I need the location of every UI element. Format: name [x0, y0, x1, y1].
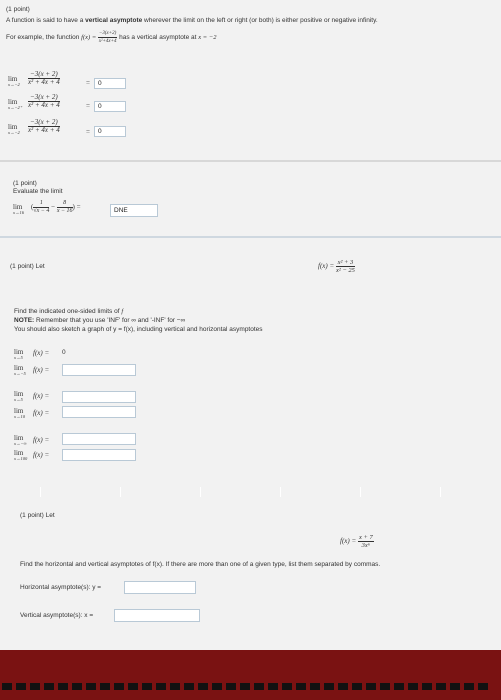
frac-num: −3(x + 2)	[28, 94, 60, 102]
p3-limit-6-answer-input[interactable]	[62, 449, 136, 461]
lim-word: lim	[14, 390, 24, 398]
footer-dash	[324, 683, 334, 690]
func-lhs: f(x) =	[340, 537, 357, 546]
problem-1-intro	[6, 17, 378, 24]
vertical-label: Vertical asymptote(s): x =	[20, 612, 94, 619]
problem-3-sketch: You should also sketch a graph of y = f(x), including vertical and horizontal asymptotes	[14, 326, 263, 333]
lim-word: lim	[8, 98, 18, 106]
footer-dash	[212, 683, 222, 690]
find-f: f	[121, 308, 124, 315]
p3-limit-4	[14, 408, 25, 419]
p3-limit-3-answer-input[interactable]	[62, 391, 136, 403]
tick	[280, 487, 281, 497]
problem-2-prompt: Evaluate the limit	[13, 188, 63, 195]
lim-sub: x→−5	[14, 371, 26, 376]
note-label: NOTE:	[14, 317, 35, 324]
footer-dash	[86, 683, 96, 690]
lim-word: lim	[14, 449, 24, 457]
tick	[40, 487, 41, 497]
footer-dash	[184, 683, 194, 690]
lim-word: lim	[14, 434, 24, 442]
footer-dash	[408, 683, 418, 690]
problem-4-function	[340, 534, 374, 549]
problem-3-points: (1 point) Let	[10, 263, 45, 270]
problem-3-find	[14, 308, 123, 315]
lim-sub: x→−2	[8, 130, 20, 135]
footer-dash	[44, 683, 54, 690]
lim-word: lim	[14, 407, 24, 415]
lim-sub: x→100	[14, 456, 28, 461]
func-lhs: f(x) =	[318, 262, 335, 271]
limit-2-answer-input[interactable]: 0	[94, 101, 126, 112]
footer-dash	[128, 683, 138, 690]
problem-1	[0, 0, 501, 158]
minus: −	[51, 203, 56, 212]
frac-den: 3x⁶	[361, 542, 371, 549]
frac-num: 8	[57, 200, 73, 208]
limit	[13, 204, 24, 215]
limit-1	[8, 76, 20, 87]
limit-1-answer-input[interactable]: 0	[94, 78, 126, 89]
frac-den: x² + 4x + 4	[28, 101, 60, 109]
limit-expression: ( $\frac{1}{√x - 4}$ − $\frac{8}{x - 16}$ ) =	[31, 200, 81, 214]
find-text: Find the indicated one-sided limits of	[14, 308, 120, 315]
example-text-2: has a vertical asymptote at	[119, 34, 197, 42]
separator	[0, 236, 501, 238]
example-fraction	[98, 30, 117, 45]
p3-limit-6	[14, 450, 27, 461]
lim-sub: x→−2	[8, 82, 20, 87]
footer-dash	[282, 683, 292, 690]
p3-expr-1: f(x) =	[33, 349, 50, 357]
footer-dash	[170, 683, 180, 690]
limit-2-fraction	[28, 94, 60, 109]
footer-dash	[296, 683, 306, 690]
frac-num: −3(x + 2)	[28, 119, 60, 127]
p3-expr-5: f(x) =	[33, 436, 50, 444]
frac-den: x² + 4x + 4	[28, 126, 60, 134]
example-func: f(x) =	[81, 34, 97, 42]
p3-expr-2: f(x) =	[33, 366, 50, 374]
footer-dash	[100, 683, 110, 690]
p3-limit-5	[14, 435, 27, 446]
footer-dash	[464, 683, 474, 690]
footer-dash	[2, 683, 12, 690]
lim-word: lim	[13, 203, 23, 211]
footer-dash	[156, 683, 166, 690]
lim-sub: x→−∞	[14, 441, 27, 446]
example-eq: x = −2	[198, 34, 217, 42]
footer-dash	[16, 683, 26, 690]
lim-word: lim	[8, 75, 18, 83]
example-text: For example, the function	[6, 34, 80, 42]
p3-limit-5-answer-input[interactable]	[62, 433, 136, 445]
frac-num: 1	[33, 200, 49, 208]
lim-word: lim	[14, 348, 24, 356]
example-num: −3(x+2)	[99, 31, 117, 36]
p3-limit-1	[14, 349, 23, 360]
equals: =	[86, 128, 90, 136]
limit-3-answer-input[interactable]: 0	[94, 126, 126, 137]
footer-dash	[72, 683, 82, 690]
horizontal-asymptote-input[interactable]	[124, 581, 196, 594]
frac-num: −3(x + 2)	[28, 71, 60, 79]
p3-limit-2-answer-input[interactable]	[62, 364, 136, 376]
problem-3-function	[318, 259, 355, 274]
footer-dash	[450, 683, 460, 690]
footer-dash	[198, 683, 208, 690]
footer-dash	[366, 683, 376, 690]
frac-num: x² + 3	[337, 259, 354, 266]
lim-sub: x→5	[14, 397, 23, 402]
footer-dash	[268, 683, 278, 690]
frac-den: x² − 25	[335, 267, 355, 274]
footer-dash	[338, 683, 348, 690]
problem-3-note	[14, 317, 185, 324]
horizontal-label: Horizontal asymptote(s): y =	[20, 584, 102, 591]
footer-dash	[226, 683, 236, 690]
separator	[0, 160, 501, 162]
footer-dash	[352, 683, 362, 690]
equals: =	[86, 79, 90, 87]
limit-2	[8, 99, 22, 110]
problem-3	[0, 246, 501, 484]
intro-text-2: wherever the limit on the left or right (or both) is either positive or negative infinity.	[144, 17, 378, 24]
footer-dash	[58, 683, 68, 690]
footer-dash	[478, 683, 488, 690]
equals: =	[86, 102, 90, 110]
lim-sub: x→−2⁺	[8, 105, 23, 110]
frac-den: √x − 4	[33, 208, 50, 214]
tick	[440, 487, 441, 497]
intro-text: A function is said to have a	[6, 17, 84, 24]
p3-limit-1-answer[interactable]: 0	[62, 349, 66, 356]
footer-dash	[114, 683, 124, 690]
lim-sub: x→16	[13, 210, 24, 215]
problem-4-find: Find the horizontal and vertical asymptotes of f(x). If there are more than one of a given type, list them separated by commas.	[20, 561, 381, 568]
frac-den: x² + 4x + 4	[28, 78, 60, 86]
problem-2-points: (1 point)	[13, 180, 37, 187]
footer-dash	[310, 683, 320, 690]
frac-num: x + 7	[358, 534, 373, 541]
p3-limit-4-answer-input[interactable]	[62, 406, 136, 418]
vertical-asymptote-input[interactable]	[114, 609, 200, 622]
note-text: Remember that you use 'INF' for ∞ and '-INF' for −∞	[36, 317, 186, 324]
problem-1-points: (1 point)	[6, 6, 30, 13]
tick	[120, 487, 121, 497]
p3-expr-4: f(x) =	[33, 409, 50, 417]
limit-3-fraction	[28, 119, 60, 134]
footer-dash	[436, 683, 446, 690]
tick	[200, 487, 201, 497]
p3-expr-6: f(x) =	[33, 451, 50, 459]
p3-limit-2	[14, 365, 26, 376]
lim-sub: x→5	[14, 355, 23, 360]
lim-sub: x→10	[14, 414, 25, 419]
lim-word: lim	[14, 364, 24, 372]
lim-word: lim	[8, 123, 18, 131]
footer-dash	[30, 683, 40, 690]
frac-den: x − 16	[56, 208, 73, 214]
footer-dash	[240, 683, 250, 690]
tick-strip	[0, 487, 501, 497]
footer-dash	[380, 683, 390, 690]
problem-1-example	[6, 30, 216, 45]
footer-bar	[0, 650, 501, 700]
p3-expr-3: f(x) =	[33, 392, 50, 400]
intro-bold: vertical asymptote	[85, 17, 143, 24]
footer-dash	[422, 683, 432, 690]
problem-4-points: (1 point) Let	[20, 512, 55, 519]
footer-dashes	[0, 683, 501, 690]
footer-dash	[142, 683, 152, 690]
footer-dash	[254, 683, 264, 690]
example-den: x²+4x+4	[98, 39, 117, 44]
problem-2	[0, 166, 501, 234]
tick	[360, 487, 361, 497]
problem-2-answer-input[interactable]: DNE	[110, 204, 158, 217]
limit-3	[8, 124, 20, 135]
footer-dash	[394, 683, 404, 690]
limit-1-fraction	[28, 71, 60, 86]
problem-4	[0, 500, 501, 648]
p3-limit-3	[14, 391, 23, 402]
equals: =	[76, 203, 81, 212]
